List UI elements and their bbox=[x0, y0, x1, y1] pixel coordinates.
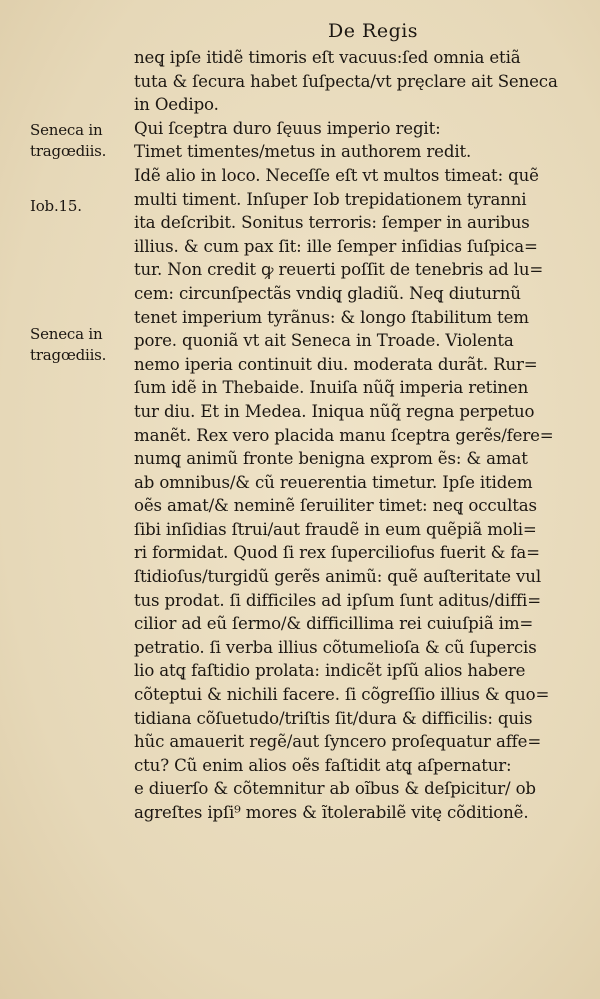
text-line: lio atq̨ faſtidio prolata: indicẽt ipſũ alios habere bbox=[134, 661, 526, 681]
text-line: cõteptui & nichili facere. ſi cõgreſſio illius & quo= bbox=[134, 685, 550, 705]
marginal-note-line: Iob.15. bbox=[30, 197, 82, 215]
text-line: ita deſcribit. Sonitus terroris: ſemper in auribus bbox=[134, 213, 530, 233]
text-line: ſtidioſus/turgidũ gerẽs animũ: quẽ auſteritate vul bbox=[134, 567, 541, 587]
text-line: Qui ſceptra duro ſęuus imperio regit: bbox=[134, 118, 441, 138]
text-line: manẽt. Rex vero placida manu ſceptra gerẽs/fere= bbox=[134, 425, 554, 445]
text-line: agreſtes ipſi⁹ mores & ĩtolerabilẽ vitę cõditionẽ. bbox=[134, 803, 529, 822]
text-line: cem: circunſpectãs vndiq̨ gladiũ. Neq̨ diuturnũ bbox=[134, 283, 521, 303]
text-line: petratio. ſi verba illius cõtumelioſa & cũ ſupercis bbox=[134, 637, 537, 657]
text-line: ab omnibus/& cũ reuerentia timetur. Ipſe itidem bbox=[134, 472, 533, 492]
marginal-note-seneca-2 bbox=[30, 324, 106, 366]
text-line: tur. Non credit ꝙ reuerti poſſit de tenebris ad lu= bbox=[134, 260, 544, 280]
text-line: ri formidat. Quod ſi rex ſuperciliofus fuerit & fa= bbox=[134, 543, 540, 563]
body-text bbox=[134, 46, 582, 825]
marginal-note-line: Seneca in bbox=[30, 325, 103, 343]
text-line: tuta & ſecura habet ſuſpecta/vt pręclare ait Seneca bbox=[134, 71, 558, 91]
text-line: cilior ad eũ ſermo/& difficillima rei cuiuſpiã im= bbox=[134, 614, 534, 634]
marginal-note-iob bbox=[30, 196, 82, 217]
text-line: tenet imperium tyrãnus: & longo ſtabilitum tem bbox=[134, 307, 529, 327]
text-line: nemo iperia continuit diu. moderata durãt. Rur= bbox=[134, 354, 538, 374]
marginal-note-line: tragœdiis. bbox=[30, 346, 107, 364]
text-line: tur diu. Et in Medea. Iniqua nũq̃ regna perpetuo bbox=[134, 401, 535, 421]
running-title: De Regis bbox=[328, 20, 419, 42]
text-line: in Oedipo. bbox=[134, 95, 219, 115]
text-line: ſibi inſidias ſtrui/aut fraudẽ in eum quẽpiã moli= bbox=[134, 519, 537, 539]
marginal-note-line: tragœdiis. bbox=[30, 142, 107, 160]
marginal-note-seneca-1 bbox=[30, 120, 106, 162]
text-line: pore. quoniã vt ait Seneca in Troade. Violenta bbox=[134, 331, 514, 351]
text-line: illius. & cum pax ſit: ille ſemper inſidias ſuſpica= bbox=[134, 236, 538, 256]
text-line: neq̨ ipſe itidẽ timoris eſt vacuus:ſed omnia etiã bbox=[134, 48, 521, 67]
text-line: ctu? Cũ enim alios oẽs faſtidit atq̨ aſpernatur: bbox=[134, 755, 512, 775]
text-line: Idẽ alio in loco. Neceſſe eſt vt multos timeat: quẽ bbox=[134, 165, 539, 185]
text-line: Timet timentes/metus in authorem redit. bbox=[134, 142, 472, 162]
text-line: multi timent. Inſuper Iob trepidationem tyranni bbox=[134, 189, 527, 209]
text-line: hũc amauerit regẽ/aut ſyncero proſequatur affe= bbox=[134, 732, 542, 752]
text-line: tus prodat. ſi difficiles ad ipſum ſunt aditus/diffi= bbox=[134, 590, 541, 610]
text-line: e diuerſo & cõtemnitur ab oĩbus & deſpicitur/ ob bbox=[134, 779, 536, 799]
text-line: ſum idẽ in Thebaide. Inuiſa nũq̃ imperia retinen bbox=[134, 378, 529, 398]
marginal-note-line: Seneca in bbox=[30, 121, 103, 139]
text-line: tidiana cõſuetudo/triſtis ſit/dura & difficilis: quis bbox=[134, 708, 533, 728]
text-line: oẽs amat/& neminẽ ſeruiliter timet: neq̨ occultas bbox=[134, 496, 537, 516]
text-line: numq̨ animũ fronte benigna exprom ẽs: & amat bbox=[134, 449, 528, 469]
